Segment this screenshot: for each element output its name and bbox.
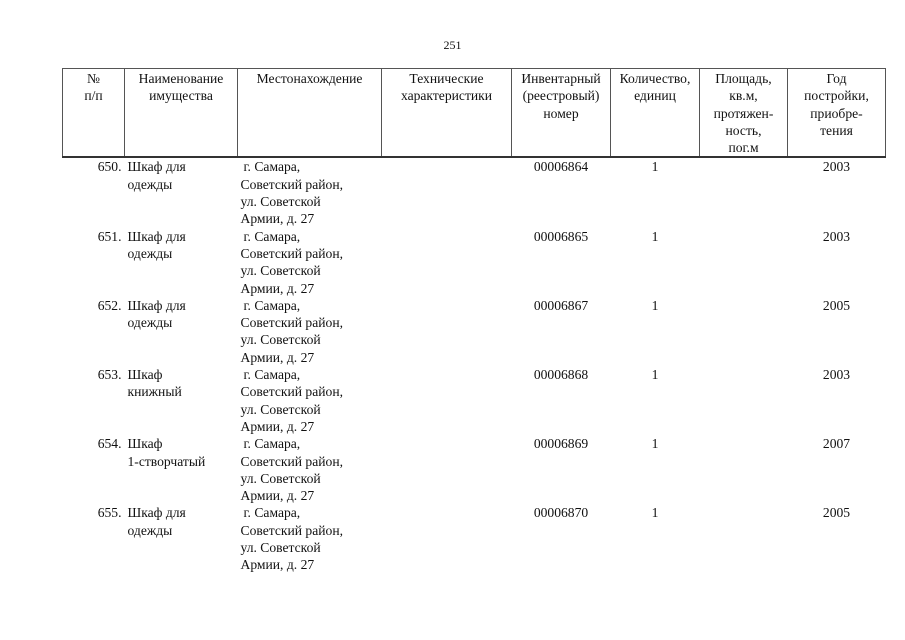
header-line: Технические — [409, 71, 484, 86]
row-number-cell — [63, 504, 125, 573]
header-line: постройки, — [804, 88, 869, 104]
table-row — [63, 435, 886, 504]
header-line: п/п — [84, 88, 103, 104]
technical-specs-cell — [382, 228, 512, 297]
year-value: 2003 — [822, 367, 851, 383]
header-line: Наименование — [138, 71, 224, 86]
year-value: 2005 — [822, 297, 851, 313]
inventory-number-cell — [512, 157, 611, 227]
item-name-cell — [125, 228, 238, 297]
item-name-line: Шкаф для — [127, 297, 186, 313]
location-cell — [238, 157, 382, 227]
header-line: протяжен- — [713, 105, 774, 121]
header-line: Инвентарный — [521, 71, 601, 86]
table-row — [63, 366, 886, 435]
header-line: (реестровый) — [522, 88, 600, 104]
header-cell — [788, 69, 886, 158]
location-cell — [238, 228, 382, 297]
table-row — [63, 297, 886, 366]
header-cell — [63, 69, 125, 158]
location-cell — [238, 297, 382, 366]
row-number-value: 655. — [97, 505, 122, 521]
quantity-value: 1 — [651, 159, 659, 175]
row-number-cell — [63, 228, 125, 297]
row-number-cell — [63, 297, 125, 366]
technical-specs-cell — [382, 435, 512, 504]
inventory-number-cell — [512, 366, 611, 435]
item-name-cell — [125, 366, 238, 435]
year-value: 2007 — [822, 436, 851, 452]
quantity-cell — [611, 297, 700, 366]
technical-specs-cell — [382, 297, 512, 366]
header-line: Площадь, — [715, 71, 772, 86]
year-value: 2003 — [822, 228, 851, 244]
row-number-value: 650. — [97, 159, 122, 175]
quantity-value: 1 — [651, 436, 659, 452]
header-row — [63, 69, 886, 158]
header-line: кв.м, — [729, 88, 758, 104]
year-cell — [788, 157, 886, 227]
item-name-line: Шкаф — [127, 436, 163, 452]
row-number-cell — [63, 366, 125, 435]
year-cell — [788, 297, 886, 366]
inventory-number-cell — [512, 228, 611, 297]
location-line: Армии, д. 27 — [240, 211, 315, 227]
location-line: ул. Советской — [240, 540, 321, 556]
location-line: г. Самара, — [243, 297, 301, 313]
year-cell — [788, 435, 886, 504]
location-line: Армии, д. 27 — [240, 488, 315, 504]
item-name-cell — [125, 157, 238, 227]
quantity-value: 1 — [651, 228, 659, 244]
header-line: Количество, — [619, 71, 691, 86]
header-line: номер — [543, 105, 579, 121]
technical-specs-cell — [382, 157, 512, 227]
property-inventory-table — [62, 68, 886, 574]
inventory-number-cell — [512, 435, 611, 504]
location-line: Советский район, — [240, 176, 344, 192]
inventory-number-value: 00006868 — [533, 367, 589, 383]
header-line: ность, — [725, 122, 762, 138]
item-name-line: одежды — [127, 522, 173, 538]
page-number: 251 — [443, 38, 462, 52]
header-cell — [700, 69, 788, 158]
year-value: 2003 — [822, 159, 851, 175]
header-line: единиц — [634, 88, 676, 104]
quantity-cell — [611, 366, 700, 435]
location-line: Армии, д. 27 — [240, 349, 315, 365]
technical-specs-cell — [382, 366, 512, 435]
area-cell — [700, 228, 788, 297]
quantity-cell — [611, 435, 700, 504]
area-cell — [700, 297, 788, 366]
technical-specs-cell — [382, 504, 512, 573]
header-line: пог.м — [728, 140, 759, 156]
header-line: имущества — [149, 88, 213, 104]
row-number-cell — [63, 157, 125, 227]
inventory-number-value: 00006865 — [533, 228, 589, 244]
area-cell — [700, 504, 788, 573]
location-line: Армии, д. 27 — [240, 280, 315, 296]
table-row — [63, 504, 886, 573]
quantity-value: 1 — [651, 505, 659, 521]
inventory-number-value: 00006864 — [533, 159, 589, 175]
table-row — [63, 228, 886, 297]
location-line: ул. Советской — [240, 470, 321, 486]
location-line: Советский район, — [240, 453, 344, 469]
inventory-number-cell — [512, 504, 611, 573]
inventory-number-value: 00006867 — [533, 297, 589, 313]
item-name-line: одежды — [127, 176, 173, 192]
location-line: Армии, д. 27 — [240, 557, 315, 573]
item-name-line: Шкаф для — [127, 228, 186, 244]
header-cell — [238, 69, 382, 158]
row-number-value: 652. — [97, 297, 122, 313]
header-line: Год — [826, 71, 847, 86]
location-line: Советский район, — [240, 245, 344, 261]
header-line: № — [87, 71, 100, 86]
table-body — [63, 157, 886, 573]
header-cell — [125, 69, 238, 158]
header-line: характеристики — [400, 88, 493, 104]
header-cell — [382, 69, 512, 158]
quantity-cell — [611, 504, 700, 573]
header-line: тения — [820, 122, 853, 138]
area-cell — [700, 157, 788, 227]
area-cell — [700, 366, 788, 435]
location-line: г. Самара, — [243, 228, 301, 244]
row-number-value: 653. — [97, 367, 122, 383]
item-name-cell — [125, 297, 238, 366]
location-line: г. Самара, — [243, 436, 301, 452]
location-line: Армии, д. 27 — [240, 418, 315, 434]
header-line: Местонахождение — [256, 71, 363, 86]
location-line: г. Самара, — [243, 505, 301, 521]
item-name-line: 1-створчатый — [127, 453, 206, 469]
inventory-number-value: 00006870 — [533, 505, 589, 521]
item-name-cell — [125, 504, 238, 573]
quantity-cell — [611, 157, 700, 227]
location-line: Советский район, — [240, 315, 344, 331]
location-line: г. Самара, — [243, 367, 301, 383]
item-name-line: Шкаф для — [127, 505, 186, 521]
item-name-line: Шкаф для — [127, 159, 186, 175]
item-name-line: Шкаф — [127, 367, 163, 383]
year-value: 2005 — [822, 505, 851, 521]
header-cell — [512, 69, 611, 158]
inventory-number-value: 00006869 — [533, 436, 589, 452]
location-line: ул. Советской — [240, 263, 321, 279]
quantity-value: 1 — [651, 367, 659, 383]
location-line: г. Самара, — [243, 159, 301, 175]
quantity-value: 1 — [651, 297, 659, 313]
item-name-cell — [125, 435, 238, 504]
row-number-cell — [63, 435, 125, 504]
location-line: ул. Советской — [240, 332, 321, 348]
location-cell — [238, 366, 382, 435]
location-line: ул. Советской — [240, 401, 321, 417]
item-name-line: одежды — [127, 315, 173, 331]
table-row — [63, 157, 886, 227]
year-cell — [788, 504, 886, 573]
header-line: приобре- — [810, 105, 863, 121]
year-cell — [788, 228, 886, 297]
year-cell — [788, 366, 886, 435]
location-cell — [238, 504, 382, 573]
item-name-line: книжный — [127, 384, 182, 400]
inventory-number-cell — [512, 297, 611, 366]
location-line: ул. Советской — [240, 194, 321, 210]
location-line: Советский район, — [240, 384, 344, 400]
location-cell — [238, 435, 382, 504]
item-name-line: одежды — [127, 245, 173, 261]
quantity-cell — [611, 228, 700, 297]
location-line: Советский район, — [240, 522, 344, 538]
area-cell — [700, 435, 788, 504]
row-number-value: 651. — [97, 228, 122, 244]
row-number-value: 654. — [97, 436, 122, 452]
header-cell — [611, 69, 700, 158]
